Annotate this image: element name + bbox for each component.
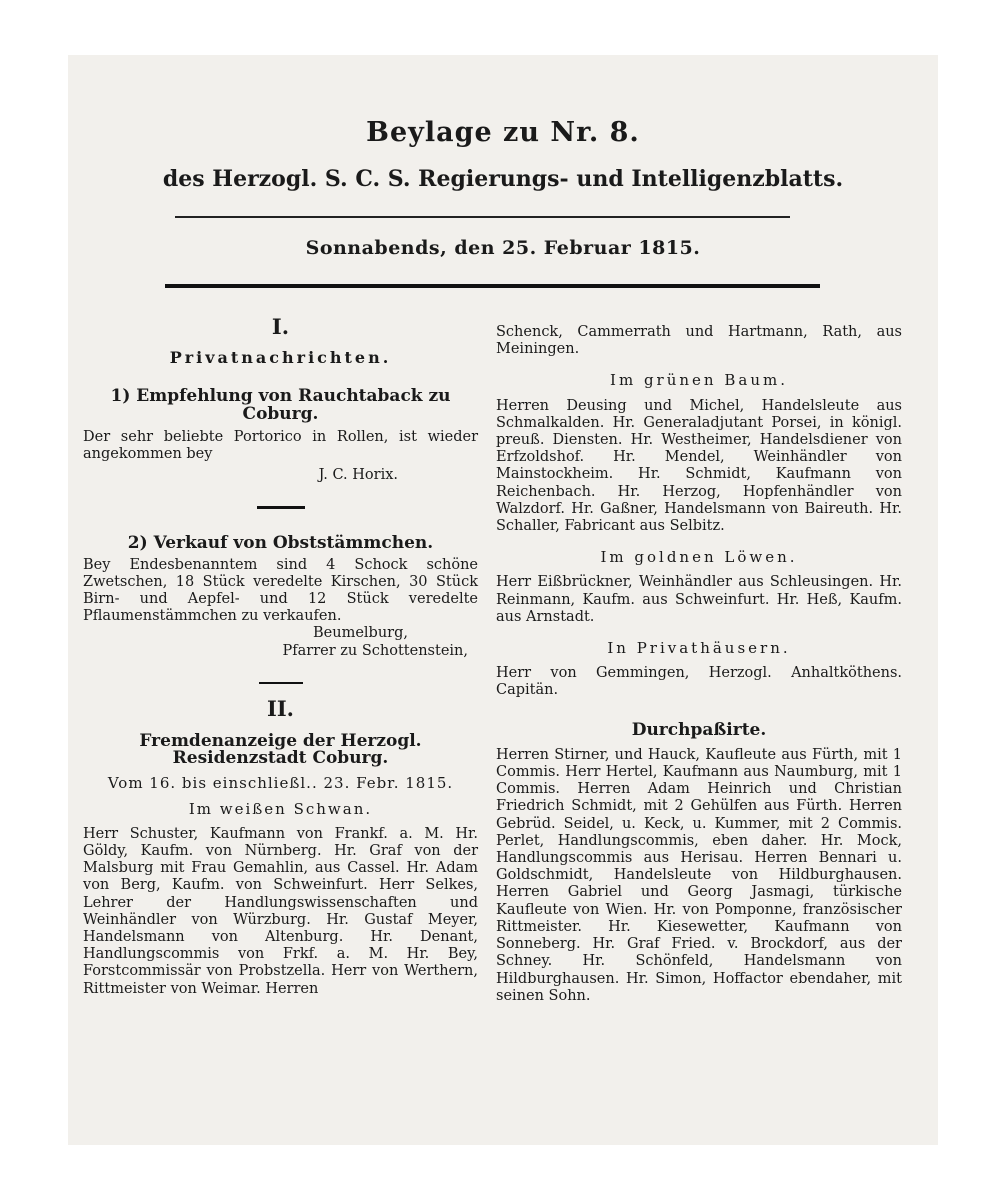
section-title: Privatnachrichten. <box>169 348 392 368</box>
signature: J. C. Horix. <box>318 467 398 484</box>
date-range: Vom 16. bis einschließl.. 23. Febr. 1815. <box>107 774 454 793</box>
item-heading: 1) Empfehlung von Rauchtaback zu Coburg. <box>110 386 451 424</box>
divider <box>257 506 305 509</box>
guest-list: Herren Deusing und Michel, Handelsleute aus Schmalkalden. Hr. Generaladjutant Porsei, in königl. preuß. Diensten. Hr. Westheimer, Handelsdiener von Erfzoldshof. Hr. Mendel, Weinhändler von Mainstockheim. Hr. Schmidt, Kaufmann von Reichenbach. Hr. Herzog, Hopfenhändler von Walzdorf. Hr. Gaßner, Handelsmann von Baireuth. Hr. Schaller, Fabricant aus Selbitz. <box>496 397 902 535</box>
right-column <box>496 310 902 1005</box>
guest-list: Herr Eißbrückner, Weinhändler aus Schleusingen. Hr. Reinmann, Kaufm. aus Schweinfurt. Hr. Heß, Kaufm. aus Arnstadt. <box>496 574 902 625</box>
newspaper-page <box>68 55 938 1145</box>
item-heading: 2) Verkauf von Obststämmchen. <box>127 533 434 554</box>
page-title: Beylage zu Nr. 8. <box>366 117 640 148</box>
section-title: Fremdenanzeige der Herzogl. Residenzstadt Coburg. <box>139 731 422 769</box>
left-column <box>83 310 478 998</box>
signature-title: Pfarrer zu Schottenstein, <box>282 642 468 659</box>
header-rule <box>175 216 790 218</box>
header-double-rule <box>165 284 820 288</box>
guest-list: Herr von Gemmingen, Herzogl. Anhaltköthens. Capitän. <box>496 665 902 699</box>
inn-title: In Privathäusern. <box>607 639 791 658</box>
guest-list: Herr Schuster, Kaufmann von Frankf. a. M. Hr. Göldy, Kaufm. von Nürnberg. Hr. Graf von der Malsburg mit Frau Gemahlin, aus Cassel. Hr. Adam von Berg, Kaufm. von Schweinfurt. Herr Selkes, Lehrer der Handlungswissenschaften und Weinhändler von Würzburg. Hr. Gustaf Meyer, Handelsmann von Altenburg. Hr. Denant, Handlungscommis von Frkf. a. M. Hr. Bey, Forstcommissär von Probstzella. Herr von Werthern, Rittmeister von Weimar. Herren <box>83 825 478 997</box>
transit-title: Durchpaßirte. <box>631 719 767 740</box>
dateline: Sonnabends, den 25. Februar 1815. <box>305 237 701 259</box>
divider <box>259 682 303 684</box>
inn-title: Im grünen Baum. <box>610 371 788 390</box>
inn-title: Im goldnen Löwen. <box>600 548 798 567</box>
signature: Beumelburg, <box>313 625 408 642</box>
item-body: Der sehr beliebte Portorico in Rollen, ist wieder angekommen bey <box>83 428 478 463</box>
section-number: I. <box>271 314 290 339</box>
guest-list-continued: Schenck, Cammerrath und Hartmann, Rath, aus Meiningen. <box>496 324 902 358</box>
page-subtitle: des Herzogl. S. C. S. Regierungs- und Intelligenzblatts. <box>162 166 844 192</box>
item-body: Bey Endesbenanntem sind 4 Schock schöne Zwetschen, 18 Stück veredelte Kirschen, 30 Stück Birn- und Aepfel- und 12 Stück veredelte Pflaumenstämmchen zu verkaufen. <box>83 556 478 625</box>
inn-title: Im weißen Schwan. <box>188 799 373 818</box>
transit-list: Herren Stirner, und Hauck, Kaufleute aus Fürth, mit 1 Commis. Herr Hertel, Kaufmann aus Naumburg, mit 1 Commis. Herren Adam Heinrich und Christian Friedrich Schmidt, mit 2 Gehülfen aus Fürth. Herren Gebrüd. Seidel, u. Keck, u. Kummer, mit 2 Commis. Perlet, Handlungscommis, eben daher. Hr. Mock, Handlungscommis aus Herisau. Herren Bennari u. Goldschmidt, Handelsleute von Hildburghausen. Herren Gabriel und Georg Jasmagi, türkische Kaufleute von Wien. Hr. von Pomponne, französischer Rittmeister. Hr. Kiesewetter, Kaufmann von Sonneberg. Hr. Graf Fried. v. Brockdorf, aus der Schney. Hr. Schönfeld, Handelsmann von Hildburghausen. Hr. Simon, Hoffactor ebendaher, mit seinen Sohn. <box>496 746 902 1004</box>
section-number: II. <box>267 695 294 721</box>
